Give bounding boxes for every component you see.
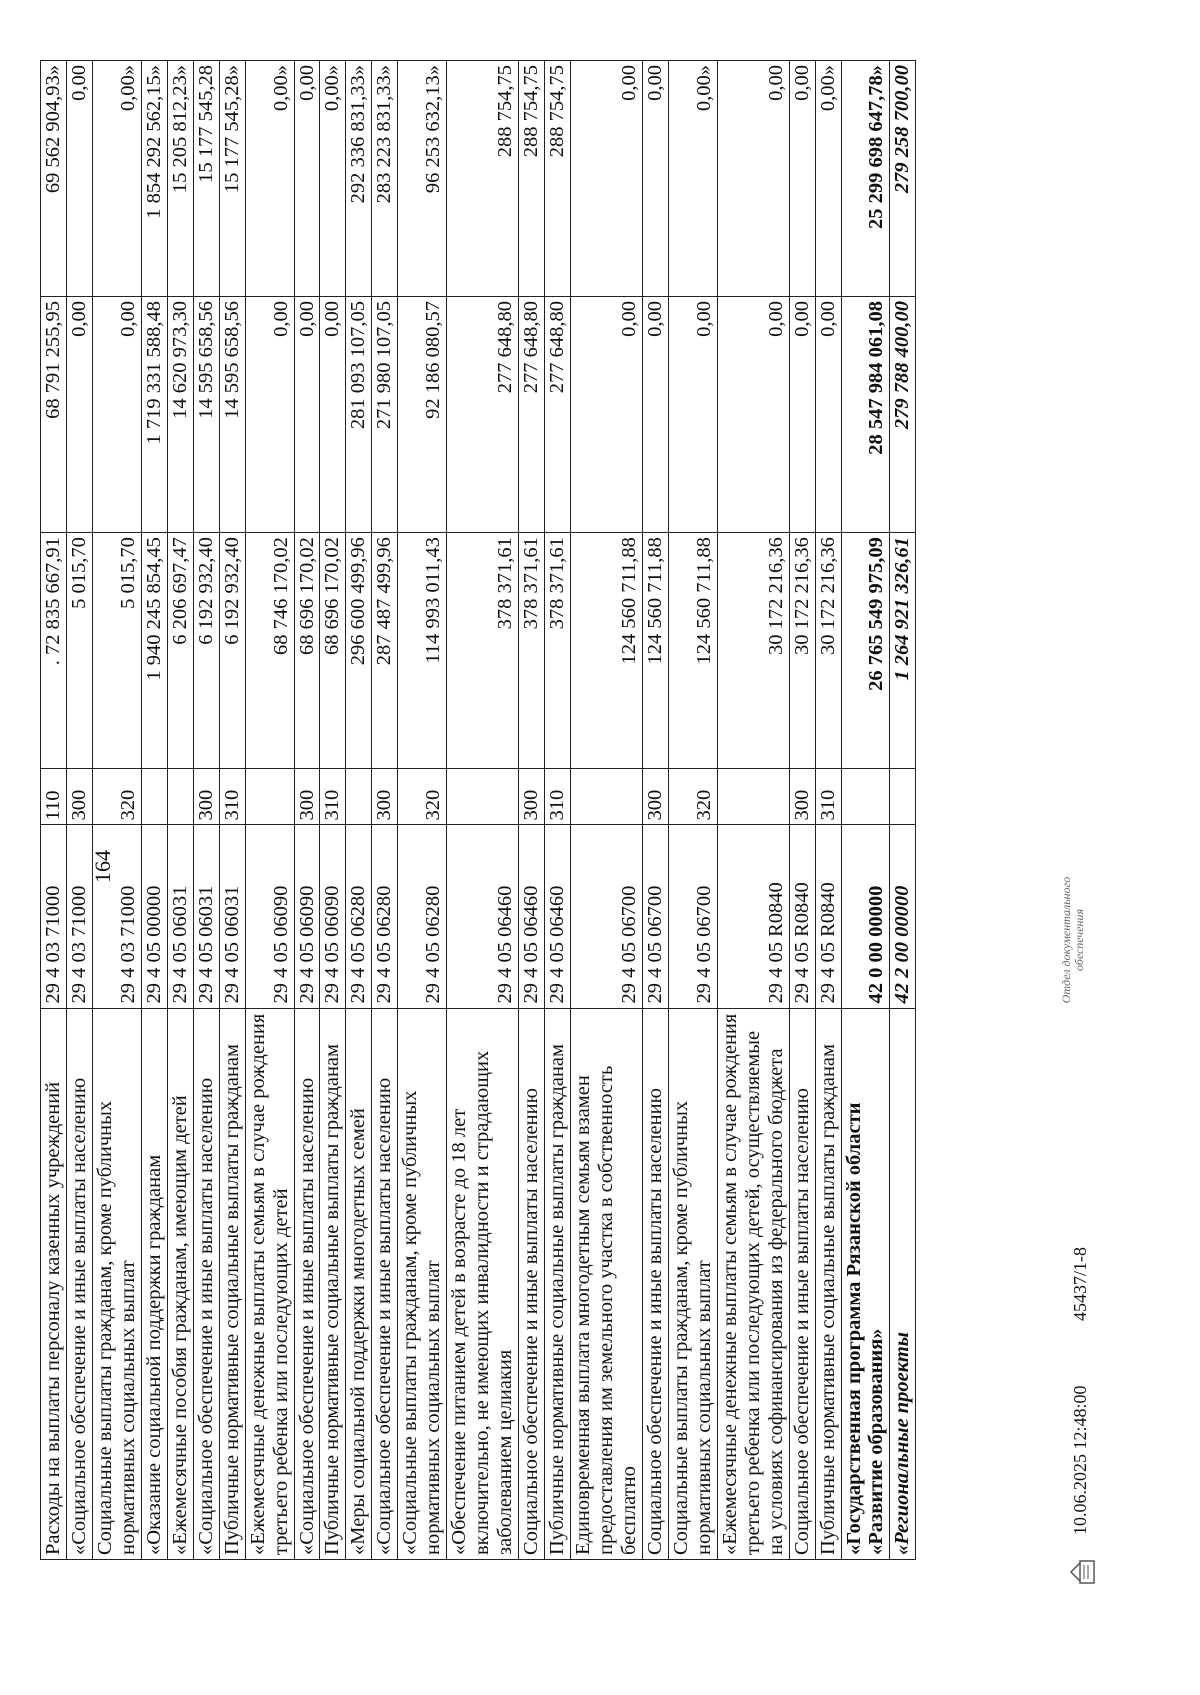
row-value-2025-cell: 1 264 921 326,61 bbox=[890, 533, 916, 769]
row-value-2027-cell: 0,00 bbox=[66, 61, 92, 297]
row-value-2027-cell: 283 223 831,33» bbox=[372, 61, 398, 297]
row-value-2027-cell: 96 253 632,13» bbox=[398, 61, 447, 297]
row-value-2026-cell: 28 547 984 061,08 bbox=[841, 297, 890, 533]
row-value-2027-cell: 15 177 545,28» bbox=[219, 61, 245, 297]
row-name-cell: Социальные выплаты гражданам, кроме публичных нормативных социальных выплат bbox=[92, 1008, 141, 1559]
row-value-2026-cell: 68 791 255,95 bbox=[41, 297, 67, 533]
row-vr-cell bbox=[141, 769, 167, 825]
page-number: 164 bbox=[90, 850, 115, 883]
row-vr-cell bbox=[167, 769, 193, 825]
row-value-2026-cell: 14 595 658,56 bbox=[219, 297, 245, 533]
table-row bbox=[294, 61, 320, 1560]
row-value-2026-cell: 92 186 080,57 bbox=[398, 297, 447, 533]
row-vr-cell: 110 bbox=[41, 769, 67, 825]
row-code-cell: 29 4 05 06280 bbox=[398, 825, 447, 1008]
row-value-2027-cell: 0,00 bbox=[642, 61, 668, 297]
row-value-2027-cell: 0,00 bbox=[571, 61, 643, 297]
page-footer bbox=[1070, 1187, 1091, 1535]
row-vr-cell: 310 bbox=[815, 769, 841, 825]
row-name-cell: Публичные нормативные социальные выплаты гражданам bbox=[320, 1008, 346, 1559]
row-code-cell: 29 4 05 R0840 bbox=[717, 825, 789, 1008]
row-code-cell: 29 4 05 06280 bbox=[346, 825, 372, 1008]
row-name-cell: Расходы на выплаты персоналу казенных учреждений bbox=[41, 1008, 67, 1559]
row-value-2027-cell: 0,00 bbox=[717, 61, 789, 297]
row-value-2026-cell: 0,00 bbox=[668, 297, 717, 533]
row-code-cell: 29 4 05 06090 bbox=[320, 825, 346, 1008]
row-value-2025-cell: 6 206 697,47 bbox=[167, 533, 193, 769]
table-row bbox=[519, 61, 545, 1560]
table-row bbox=[571, 61, 643, 1560]
footer-doc-number: 45437/1-8 bbox=[1070, 1246, 1090, 1321]
row-code-cell: 29 4 05 06280 bbox=[372, 825, 398, 1008]
row-name-cell: Социальные выплаты гражданам, кроме публичных нормативных социальных выплат bbox=[668, 1008, 717, 1559]
row-name-cell: «Социальное обеспечение и иные выплаты населению bbox=[66, 1008, 92, 1559]
table-row bbox=[717, 61, 789, 1560]
table-row bbox=[372, 61, 398, 1560]
row-value-2027-cell: 69 562 904,93» bbox=[41, 61, 67, 297]
row-value-2025-cell: 378 371,61 bbox=[545, 533, 571, 769]
row-vr-cell: 300 bbox=[519, 769, 545, 825]
row-vr-cell: 300 bbox=[294, 769, 320, 825]
row-vr-cell bbox=[346, 769, 372, 825]
row-code-cell: 29 4 05 R0840 bbox=[815, 825, 841, 1008]
row-value-2026-cell: 0,00 bbox=[320, 297, 346, 533]
row-code-cell: 29 4 03 71000 bbox=[92, 825, 141, 1008]
row-value-2027-cell: 15 177 545,28 bbox=[193, 61, 219, 297]
row-code-cell: 29 4 05 06700 bbox=[642, 825, 668, 1008]
table-row bbox=[841, 61, 890, 1560]
row-value-2025-cell: 287 487 499,96 bbox=[372, 533, 398, 769]
row-value-2026-cell: 0,00 bbox=[717, 297, 789, 533]
row-name-cell: Социальное обеспечение и иные выплаты населению bbox=[519, 1008, 545, 1559]
row-code-cell: 29 4 05 06031 bbox=[219, 825, 245, 1008]
row-vr-cell bbox=[841, 769, 890, 825]
stamp-line-2: обеспечения bbox=[1072, 908, 1087, 972]
row-value-2025-cell: 1 940 245 854,45 bbox=[141, 533, 167, 769]
row-value-2025-cell: 5 015,70 bbox=[92, 533, 141, 769]
row-vr-cell: 310 bbox=[219, 769, 245, 825]
row-value-2026-cell: 14 595 658,56 bbox=[193, 297, 219, 533]
row-value-2025-cell: 26 765 549 975,09 bbox=[841, 533, 890, 769]
row-value-2026-cell: 271 980 107,05 bbox=[372, 297, 398, 533]
row-vr-cell: 300 bbox=[66, 769, 92, 825]
row-code-cell: 29 4 05 06700 bbox=[668, 825, 717, 1008]
row-value-2027-cell: 25 299 698 647,78» bbox=[841, 61, 890, 297]
table-row bbox=[167, 61, 193, 1560]
row-value-2026-cell: 0,00 bbox=[92, 297, 141, 533]
table-row bbox=[92, 61, 141, 1560]
row-name-cell: «Социальные выплаты гражданам, кроме публичных нормативных социальных выплат bbox=[398, 1008, 447, 1559]
row-name-cell: Публичные нормативные социальные выплаты гражданам bbox=[545, 1008, 571, 1559]
table-row bbox=[545, 61, 571, 1560]
budget-table bbox=[40, 60, 916, 1560]
row-code-cell: 29 4 05 06090 bbox=[245, 825, 294, 1008]
row-code-cell: 29 4 05 06090 bbox=[294, 825, 320, 1008]
table-row bbox=[815, 61, 841, 1560]
row-code-cell: 29 4 05 06460 bbox=[519, 825, 545, 1008]
row-vr-cell bbox=[571, 769, 643, 825]
row-vr-cell: 300 bbox=[193, 769, 219, 825]
row-value-2027-cell: 0,00» bbox=[92, 61, 141, 297]
row-value-2027-cell: 0,00» bbox=[815, 61, 841, 297]
row-name-cell: «Обеспечение питанием детей в возрасте до 18 лет включительно, не имеющих инвалидности и страдающих заболеванием целиакия bbox=[447, 1008, 519, 1559]
row-code-cell: 42 0 00 00000 bbox=[841, 825, 890, 1008]
table-row bbox=[219, 61, 245, 1560]
row-name-cell: «Государственная программа Рязанской области «Развитие образования» bbox=[841, 1008, 890, 1559]
row-vr-cell bbox=[890, 769, 916, 825]
row-value-2026-cell: 0,00 bbox=[245, 297, 294, 533]
row-name-cell: Социальное обеспечение и иные выплаты населению bbox=[642, 1008, 668, 1559]
table-row bbox=[193, 61, 219, 1560]
row-value-2027-cell: 279 258 700,00 bbox=[890, 61, 916, 297]
row-name-cell: «Ежемесячные пособия гражданам, имеющим детей bbox=[167, 1008, 193, 1559]
table-row bbox=[141, 61, 167, 1560]
row-value-2026-cell: 0,00 bbox=[66, 297, 92, 533]
row-name-cell: Социальное обеспечение и иные выплаты населению bbox=[789, 1008, 815, 1559]
table-body bbox=[41, 61, 916, 1560]
table-row bbox=[642, 61, 668, 1560]
row-value-2026-cell: 277 648,80 bbox=[545, 297, 571, 533]
table-row bbox=[66, 61, 92, 1560]
row-name-cell: «Меры социальной поддержки многодетных семей bbox=[346, 1008, 372, 1559]
row-name-cell: «Социальное обеспечение и иные выплаты населению bbox=[372, 1008, 398, 1559]
row-name-cell: «Ежемесячные денежные выплаты семьям в случае рождения третьего ребенка или последующих детей bbox=[245, 1008, 294, 1559]
row-value-2026-cell: 279 788 400,00 bbox=[890, 297, 916, 533]
row-code-cell: 29 4 05 06460 bbox=[447, 825, 519, 1008]
row-code-cell: 29 4 05 06460 bbox=[545, 825, 571, 1008]
row-vr-cell: 320 bbox=[398, 769, 447, 825]
row-value-2026-cell: 281 093 107,05 bbox=[346, 297, 372, 533]
row-value-2025-cell: 30 172 216,36 bbox=[815, 533, 841, 769]
table-row bbox=[447, 61, 519, 1560]
table-row bbox=[398, 61, 447, 1560]
row-value-2026-cell: 0,00 bbox=[294, 297, 320, 533]
row-value-2027-cell: 292 336 831,33» bbox=[346, 61, 372, 297]
row-value-2025-cell: 5 015,70 bbox=[66, 533, 92, 769]
row-code-cell: 29 4 05 06031 bbox=[193, 825, 219, 1008]
row-code-cell: 29 4 05 06031 bbox=[167, 825, 193, 1008]
row-value-2025-cell: 124 560 711,88 bbox=[571, 533, 643, 769]
row-value-2027-cell: 0,00» bbox=[245, 61, 294, 297]
table-row bbox=[668, 61, 717, 1560]
table-row bbox=[789, 61, 815, 1560]
row-code-cell: 42 2 00 00000 bbox=[890, 825, 916, 1008]
row-name-cell: «Оказание социальной поддержки гражданам bbox=[141, 1008, 167, 1559]
row-value-2027-cell: 288 754,75 bbox=[545, 61, 571, 297]
row-value-2025-cell: 30 172 216,36 bbox=[717, 533, 789, 769]
row-value-2025-cell: 68 696 170,02 bbox=[320, 533, 346, 769]
row-value-2027-cell: 0,00» bbox=[668, 61, 717, 297]
row-value-2025-cell: 378 371,61 bbox=[447, 533, 519, 769]
emblem-icon bbox=[1068, 1559, 1098, 1585]
row-value-2025-cell: 124 560 711,88 bbox=[668, 533, 717, 769]
row-value-2025-cell: 68 746 170,02 bbox=[245, 533, 294, 769]
row-value-2026-cell: 0,00 bbox=[815, 297, 841, 533]
footer-timestamp: 10.06.2025 12:48:00 bbox=[1070, 1385, 1090, 1535]
row-vr-cell: 320 bbox=[668, 769, 717, 825]
row-name-cell: Единовременная выплата многодетным семьям взамен предоставления им земельного участка в собственность бесплатно bbox=[571, 1008, 643, 1559]
row-value-2026-cell: 14 620 973,30 bbox=[167, 297, 193, 533]
row-name-cell: Публичные нормативные социальные выплаты гражданам bbox=[219, 1008, 245, 1559]
row-value-2025-cell: 378 371,61 bbox=[519, 533, 545, 769]
row-vr-cell: 300 bbox=[642, 769, 668, 825]
row-name-cell: «Ежемесячные денежные выплаты семьям в случае рождения третьего ребенка или последующих детей, осуществляемые на условиях софинансирования из федерального бюджета bbox=[717, 1008, 789, 1559]
row-vr-cell bbox=[245, 769, 294, 825]
row-vr-cell: 320 bbox=[92, 769, 141, 825]
row-value-2025-cell: 296 600 499,96 bbox=[346, 533, 372, 769]
row-vr-cell: 310 bbox=[545, 769, 571, 825]
row-value-2025-cell: . 72 835 667,91 bbox=[41, 533, 67, 769]
row-code-cell: 29 4 05 00000 bbox=[141, 825, 167, 1008]
row-value-2026-cell: 0,00 bbox=[642, 297, 668, 533]
stamp-line-1: Отдел документального bbox=[1059, 876, 1073, 1004]
row-value-2026-cell: 277 648,80 bbox=[519, 297, 545, 533]
row-value-2027-cell: 0,00 bbox=[294, 61, 320, 297]
table-row bbox=[245, 61, 294, 1560]
row-value-2027-cell: 288 754,75 bbox=[447, 61, 519, 297]
row-code-cell: 29 4 03 71000 bbox=[41, 825, 67, 1008]
row-vr-cell bbox=[717, 769, 789, 825]
row-name-cell: «Региональные проекты bbox=[890, 1008, 916, 1559]
row-value-2026-cell: 0,00 bbox=[789, 297, 815, 533]
row-vr-cell: 300 bbox=[372, 769, 398, 825]
row-value-2025-cell: 6 192 932,40 bbox=[219, 533, 245, 769]
row-name-cell: «Социальное обеспечение и иные выплаты населению bbox=[193, 1008, 219, 1559]
row-value-2027-cell: 1 854 292 562,15» bbox=[141, 61, 167, 297]
row-value-2026-cell: 1 719 331 588,48 bbox=[141, 297, 167, 533]
row-value-2025-cell: 6 192 932,40 bbox=[193, 533, 219, 769]
table-row bbox=[890, 61, 916, 1560]
row-value-2027-cell: 0,00 bbox=[789, 61, 815, 297]
row-value-2025-cell: 30 172 216,36 bbox=[789, 533, 815, 769]
row-value-2027-cell: 288 754,75 bbox=[519, 61, 545, 297]
office-stamp bbox=[1060, 825, 1086, 1055]
row-code-cell: 29 4 05 06700 bbox=[571, 825, 643, 1008]
row-code-cell: 29 4 05 R0840 bbox=[789, 825, 815, 1008]
row-value-2025-cell: 114 993 011,43 bbox=[398, 533, 447, 769]
row-value-2025-cell: 124 560 711,88 bbox=[642, 533, 668, 769]
row-vr-cell: 310 bbox=[320, 769, 346, 825]
row-value-2027-cell: 15 205 812,23» bbox=[167, 61, 193, 297]
row-name-cell: Публичные нормативные социальные выплаты гражданам bbox=[815, 1008, 841, 1559]
row-value-2026-cell: 277 648,80 bbox=[447, 297, 519, 533]
row-value-2027-cell: 0,00» bbox=[320, 61, 346, 297]
row-value-2026-cell: 0,00 bbox=[571, 297, 643, 533]
row-code-cell: 29 4 03 71000 bbox=[66, 825, 92, 1008]
row-vr-cell: 300 bbox=[789, 769, 815, 825]
table-row bbox=[320, 61, 346, 1560]
table-row bbox=[346, 61, 372, 1560]
row-value-2025-cell: 68 696 170,02 bbox=[294, 533, 320, 769]
row-name-cell: «Социальное обеспечение и иные выплаты населению bbox=[294, 1008, 320, 1559]
table-row bbox=[41, 61, 67, 1560]
row-vr-cell bbox=[447, 769, 519, 825]
